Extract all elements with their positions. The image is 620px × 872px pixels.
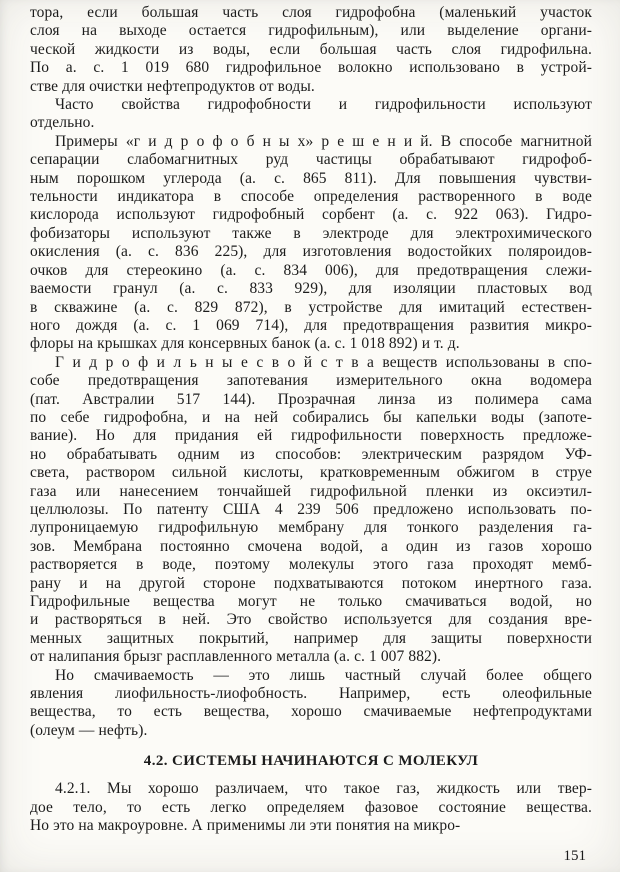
text-line: По а. с. 1 019 680 гидрофильное волокно использовано в устрой- <box>30 59 592 77</box>
text-line: ваемости гранул (а. с. 833 929), для изоляции пластовых вод <box>30 280 592 298</box>
text-line: света, раствором сильной кислоты, кратковременным обжигом в струе <box>30 464 592 482</box>
page-body <box>30 4 592 835</box>
text-line: Но это на макроуровне. А применимы ли эти понятия на микро- <box>30 817 461 835</box>
text-line: вание). Но для придания ей гидрофильности поверхность предложе- <box>30 427 592 445</box>
text-line: 4.2.1. Мы хорошо различаем, что такое газ, жидкость или твер- <box>55 780 592 798</box>
text-line: зов. Мембрана постоянно смочена водой, а один из газов хорошо <box>30 537 592 555</box>
text-line: от налипания брызг расплавленного металла (а. с. 1 007 882). <box>30 648 442 666</box>
text-line: ного дождя (а. с. 1 069 714), для предотвращения развития микро- <box>30 316 592 334</box>
text-line: ным порошком углерода (а. с. 865 811). Для повышения чувстви- <box>30 169 592 187</box>
text-line: по себе гидрофобна, и на ней собирались бы капельки воды (запоте- <box>30 408 592 426</box>
page-number: 151 <box>563 848 586 864</box>
text-line: слоя на выходе остается гидрофильным), или выделение органи- <box>30 22 592 40</box>
text-line: Примеры «г и д р о ф о б н ы х» р е ш е н и й. В способе магнитной <box>55 132 592 150</box>
text-line: менных защитных покрытий, например для защиты поверхности <box>30 629 592 647</box>
text-line: явления лиофильность-лиофобность. Например, есть олеофильные <box>30 685 592 703</box>
text-line: собе предотвращения запотевания измерительного окна водомера <box>30 372 592 390</box>
text-line: но обрабатывать одним из способов: электрическим разрядом УФ- <box>30 445 592 463</box>
text-line: Г и д р о ф и л ь н ы е с в о й с т в а веществ использованы в спо- <box>55 353 592 371</box>
paragraph-continuation <box>30 4 592 96</box>
text-line: стве для очистки нефтепродуктов от воды. <box>30 77 315 95</box>
text-line: тора, если большая часть слоя гидрофобна (маленький участок <box>30 4 592 21</box>
text-line: фобизаторы используют также в электроде для электрохимического <box>30 224 592 242</box>
text-line: сепарации слабомагнитных руд частицы обрабатывают гидрофоб- <box>30 151 592 169</box>
text-line: и растворяться в ней. Это свойство используется для создания вре- <box>30 611 592 629</box>
text-line: окисления (а. с. 836 225), для изготовления водостойких поляроидов- <box>30 243 592 261</box>
text-line: дое тело, то есть легко определяем фазовое состояние вещества. <box>30 798 592 816</box>
paragraph-wettability <box>30 667 592 741</box>
text-line: газа или нанесением тончайшей гидрофильной пленки из оксиэтил- <box>30 482 592 500</box>
text-line: (пат. Австралии 517 144). Прозрачная линза из полимера сама <box>30 390 592 408</box>
text-line: рану и на другой стороне подхватываются потоком инертного газа. <box>30 574 592 592</box>
paragraph-often-properties <box>30 96 592 133</box>
text-line: вещества, то есть вещества, хорошо смачиваемые нефтепродуктами <box>30 703 592 721</box>
text-line: (олеум — нефть). <box>30 721 148 739</box>
text-line: лупроницаемую гидрофильную мембрану для тонкого разделения га- <box>30 519 592 537</box>
text-line: кислорода используют гидрофобный сорбент (а. с. 922 063). Гидро- <box>30 206 592 224</box>
text-line: тельности индикатора в способе определения растворенного в воде <box>30 188 592 206</box>
text-line: флоры на крышках для консервных банок (а. с. 1 018 892) и т. д. <box>30 335 460 353</box>
text-line: отдельно. <box>30 114 95 132</box>
text-line: растворяется в воде, поэтому молекулы этого газа проходят мемб- <box>30 556 592 574</box>
paragraph-hydrophobic-examples <box>30 133 592 354</box>
text-line: ческой жидкости из воды, если большая часть слоя гидрофильна. <box>30 40 592 58</box>
text-line: Но смачиваемость — это лишь частный случай более общего <box>55 666 592 684</box>
text-line: Гидрофильные вещества могут не только смачиваться водой, но <box>30 593 592 610</box>
text-line: Часто свойства гидрофобности и гидрофильности используют <box>55 96 592 114</box>
text-line: очков для стереокино (а. с. 834 006), для предотвращения слежи- <box>30 261 592 279</box>
paragraph-4-2-1 <box>30 780 592 835</box>
section-heading-4-2: 4.2. СИСТЕМЫ НАЧИНАЮТСЯ С МОЛЕКУЛ <box>143 753 479 770</box>
text-line: целлюлозы. По патенту США 4 239 506 предложено использовать по- <box>30 500 592 518</box>
text-line: в скважине (а. с. 829 872), в устройстве для имитаций естествен- <box>30 298 592 316</box>
paragraph-hydrophilic-properties <box>30 354 592 667</box>
